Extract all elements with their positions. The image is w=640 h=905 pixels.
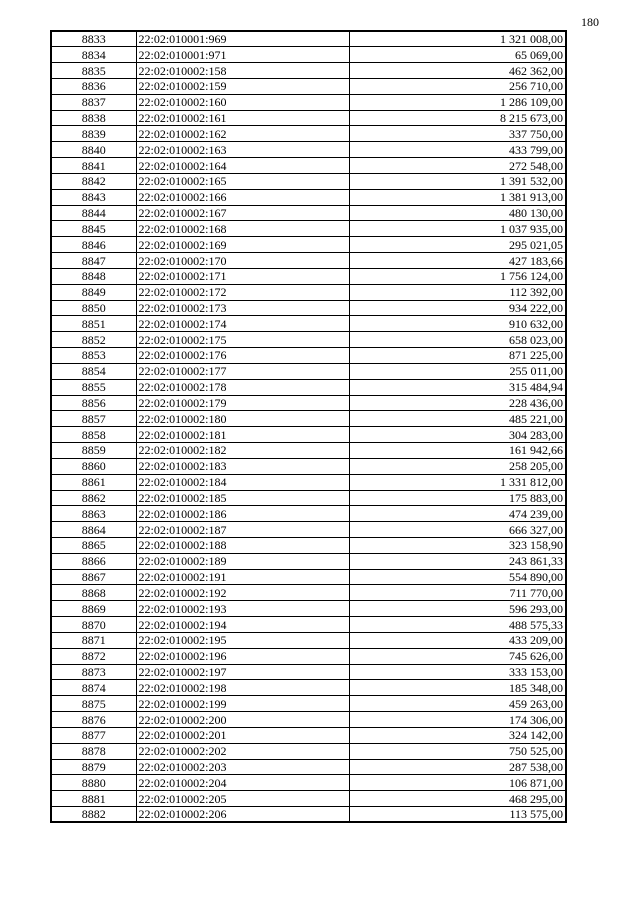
row-number-cell: 8844 bbox=[51, 205, 136, 221]
cadastral-number-cell: 22:02:010002:172 bbox=[136, 284, 349, 300]
cadastral-number-cell: 22:02:010002:180 bbox=[136, 411, 349, 427]
cadastral-number-cell: 22:02:010002:195 bbox=[136, 632, 349, 648]
cadastral-number-cell: 22:02:010002:194 bbox=[136, 617, 349, 633]
cadastral-number-cell: 22:02:010002:171 bbox=[136, 268, 349, 284]
cadastral-value-cell: 934 222,00 bbox=[349, 300, 566, 316]
table-row bbox=[51, 458, 566, 474]
row-number-cell: 8854 bbox=[51, 363, 136, 379]
cadastral-number-cell: 22:02:010002:203 bbox=[136, 759, 349, 775]
table-row bbox=[51, 395, 566, 411]
row-number-cell: 8839 bbox=[51, 126, 136, 142]
cadastral-value-cell: 1 037 935,00 bbox=[349, 221, 566, 237]
cadastral-number-cell: 22:02:010001:971 bbox=[136, 47, 349, 63]
row-number-cell: 8869 bbox=[51, 601, 136, 617]
cadastral-value-cell: 106 871,00 bbox=[349, 775, 566, 791]
row-number-cell: 8856 bbox=[51, 395, 136, 411]
row-number-cell: 8853 bbox=[51, 348, 136, 364]
row-number-cell: 8862 bbox=[51, 490, 136, 506]
cadastral-value-cell: 113 575,00 bbox=[349, 807, 566, 823]
table-row bbox=[51, 379, 566, 395]
row-number-cell: 8843 bbox=[51, 189, 136, 205]
table-row bbox=[51, 205, 566, 221]
row-number-cell: 8871 bbox=[51, 632, 136, 648]
row-number-cell: 8848 bbox=[51, 268, 136, 284]
cadastral-value-cell: 1 381 913,00 bbox=[349, 189, 566, 205]
row-number-cell: 8845 bbox=[51, 221, 136, 237]
table-row bbox=[51, 538, 566, 554]
cadastral-number-cell: 22:02:010002:174 bbox=[136, 316, 349, 332]
cadastral-value-cell: 258 205,00 bbox=[349, 458, 566, 474]
table-row bbox=[51, 617, 566, 633]
cadastral-value-cell: 324 142,00 bbox=[349, 727, 566, 743]
table-row bbox=[51, 474, 566, 490]
cadastral-value-cell: 243 861,33 bbox=[349, 553, 566, 569]
table-row bbox=[51, 300, 566, 316]
cadastral-value-cell: 1 286 109,00 bbox=[349, 94, 566, 110]
table-row bbox=[51, 569, 566, 585]
cadastral-value-cell: 174 306,00 bbox=[349, 712, 566, 728]
table-row bbox=[51, 47, 566, 63]
cadastral-value-cell: 554 890,00 bbox=[349, 569, 566, 585]
row-number-cell: 8852 bbox=[51, 332, 136, 348]
row-number-cell: 8846 bbox=[51, 237, 136, 253]
cadastral-value-cell: 1 331 812,00 bbox=[349, 474, 566, 490]
row-number-cell: 8874 bbox=[51, 680, 136, 696]
cadastral-value-cell: 459 263,00 bbox=[349, 696, 566, 712]
row-number-cell: 8870 bbox=[51, 617, 136, 633]
table-row bbox=[51, 522, 566, 538]
row-number-cell: 8833 bbox=[51, 31, 136, 47]
table-row bbox=[51, 632, 566, 648]
cadastral-number-cell: 22:02:010002:182 bbox=[136, 443, 349, 459]
cadastral-value-cell: 433 209,00 bbox=[349, 632, 566, 648]
row-number-cell: 8840 bbox=[51, 142, 136, 158]
table-row bbox=[51, 94, 566, 110]
row-number-cell: 8851 bbox=[51, 316, 136, 332]
cadastral-value-cell: 161 942,66 bbox=[349, 443, 566, 459]
cadastral-value-cell: 112 392,00 bbox=[349, 284, 566, 300]
table-row bbox=[51, 664, 566, 680]
table-row bbox=[51, 316, 566, 332]
row-number-cell: 8835 bbox=[51, 63, 136, 79]
table-row bbox=[51, 680, 566, 696]
cadastral-number-cell: 22:02:010002:175 bbox=[136, 332, 349, 348]
row-number-cell: 8868 bbox=[51, 585, 136, 601]
cadastral-value-cell: 185 348,00 bbox=[349, 680, 566, 696]
cadastral-value-cell: 1 756 124,00 bbox=[349, 268, 566, 284]
cadastral-value-cell: 871 225,00 bbox=[349, 348, 566, 364]
table-row bbox=[51, 142, 566, 158]
cadastral-number-cell: 22:02:010001:969 bbox=[136, 31, 349, 47]
row-number-cell: 8834 bbox=[51, 47, 136, 63]
cadastral-value-cell: 65 069,00 bbox=[349, 47, 566, 63]
cadastral-number-cell: 22:02:010002:167 bbox=[136, 205, 349, 221]
row-number-cell: 8858 bbox=[51, 427, 136, 443]
row-number-cell: 8875 bbox=[51, 696, 136, 712]
row-number-cell: 8860 bbox=[51, 458, 136, 474]
registry-table bbox=[50, 30, 567, 823]
cadastral-number-cell: 22:02:010002:173 bbox=[136, 300, 349, 316]
row-number-cell: 8842 bbox=[51, 173, 136, 189]
cadastral-number-cell: 22:02:010002:170 bbox=[136, 253, 349, 269]
table-row bbox=[51, 237, 566, 253]
cadastral-value-cell: 304 283,00 bbox=[349, 427, 566, 443]
cadastral-number-cell: 22:02:010002:161 bbox=[136, 110, 349, 126]
cadastral-number-cell: 22:02:010002:201 bbox=[136, 727, 349, 743]
cadastral-number-cell: 22:02:010002:162 bbox=[136, 126, 349, 142]
table-row bbox=[51, 759, 566, 775]
cadastral-number-cell: 22:02:010002:169 bbox=[136, 237, 349, 253]
row-number-cell: 8872 bbox=[51, 648, 136, 664]
cadastral-number-cell: 22:02:010002:159 bbox=[136, 78, 349, 94]
row-number-cell: 8841 bbox=[51, 158, 136, 174]
cadastral-value-cell: 488 575,33 bbox=[349, 617, 566, 633]
row-number-cell: 8873 bbox=[51, 664, 136, 680]
row-number-cell: 8876 bbox=[51, 712, 136, 728]
row-number-cell: 8859 bbox=[51, 443, 136, 459]
registry-table-body bbox=[51, 31, 566, 822]
cadastral-number-cell: 22:02:010002:158 bbox=[136, 63, 349, 79]
table-row bbox=[51, 221, 566, 237]
cadastral-number-cell: 22:02:010002:166 bbox=[136, 189, 349, 205]
cadastral-value-cell: 433 799,00 bbox=[349, 142, 566, 158]
row-number-cell: 8857 bbox=[51, 411, 136, 427]
cadastral-number-cell: 22:02:010002:200 bbox=[136, 712, 349, 728]
cadastral-value-cell: 323 158,90 bbox=[349, 538, 566, 554]
row-number-cell: 8864 bbox=[51, 522, 136, 538]
cadastral-value-cell: 256 710,00 bbox=[349, 78, 566, 94]
row-number-cell: 8861 bbox=[51, 474, 136, 490]
table-row bbox=[51, 253, 566, 269]
cadastral-value-cell: 1 391 532,00 bbox=[349, 173, 566, 189]
table-row bbox=[51, 268, 566, 284]
row-number-cell: 8881 bbox=[51, 791, 136, 807]
table-row bbox=[51, 332, 566, 348]
row-number-cell: 8836 bbox=[51, 78, 136, 94]
table-row bbox=[51, 648, 566, 664]
cadastral-number-cell: 22:02:010002:189 bbox=[136, 553, 349, 569]
row-number-cell: 8865 bbox=[51, 538, 136, 554]
table-row bbox=[51, 78, 566, 94]
table-row bbox=[51, 363, 566, 379]
cadastral-value-cell: 910 632,00 bbox=[349, 316, 566, 332]
cadastral-value-cell: 255 011,00 bbox=[349, 363, 566, 379]
cadastral-value-cell: 272 548,00 bbox=[349, 158, 566, 174]
row-number-cell: 8879 bbox=[51, 759, 136, 775]
cadastral-number-cell: 22:02:010002:185 bbox=[136, 490, 349, 506]
cadastral-value-cell: 315 484,94 bbox=[349, 379, 566, 395]
table-row bbox=[51, 411, 566, 427]
cadastral-value-cell: 287 538,00 bbox=[349, 759, 566, 775]
table-row bbox=[51, 743, 566, 759]
table-row bbox=[51, 348, 566, 364]
table-row bbox=[51, 601, 566, 617]
table-row bbox=[51, 506, 566, 522]
cadastral-number-cell: 22:02:010002:186 bbox=[136, 506, 349, 522]
table-row bbox=[51, 443, 566, 459]
cadastral-number-cell: 22:02:010002:179 bbox=[136, 395, 349, 411]
table-row bbox=[51, 63, 566, 79]
row-number-cell: 8867 bbox=[51, 569, 136, 585]
table-row bbox=[51, 775, 566, 791]
cadastral-number-cell: 22:02:010002:206 bbox=[136, 807, 349, 823]
cadastral-number-cell: 22:02:010002:202 bbox=[136, 743, 349, 759]
cadastral-number-cell: 22:02:010002:184 bbox=[136, 474, 349, 490]
row-number-cell: 8838 bbox=[51, 110, 136, 126]
cadastral-value-cell: 295 021,05 bbox=[349, 237, 566, 253]
row-number-cell: 8847 bbox=[51, 253, 136, 269]
table-row bbox=[51, 807, 566, 823]
cadastral-number-cell: 22:02:010002:205 bbox=[136, 791, 349, 807]
cadastral-number-cell: 22:02:010002:193 bbox=[136, 601, 349, 617]
table-row bbox=[51, 110, 566, 126]
cadastral-value-cell: 333 153,00 bbox=[349, 664, 566, 680]
table-row bbox=[51, 284, 566, 300]
row-number-cell: 8882 bbox=[51, 807, 136, 823]
cadastral-number-cell: 22:02:010002:183 bbox=[136, 458, 349, 474]
cadastral-number-cell: 22:02:010002:163 bbox=[136, 142, 349, 158]
cadastral-number-cell: 22:02:010002:198 bbox=[136, 680, 349, 696]
cadastral-number-cell: 22:02:010002:165 bbox=[136, 173, 349, 189]
table-row bbox=[51, 553, 566, 569]
cadastral-value-cell: 666 327,00 bbox=[349, 522, 566, 538]
cadastral-value-cell: 750 525,00 bbox=[349, 743, 566, 759]
table-row bbox=[51, 31, 566, 47]
row-number-cell: 8850 bbox=[51, 300, 136, 316]
row-number-cell: 8878 bbox=[51, 743, 136, 759]
cadastral-number-cell: 22:02:010002:181 bbox=[136, 427, 349, 443]
table-row bbox=[51, 173, 566, 189]
row-number-cell: 8880 bbox=[51, 775, 136, 791]
table-row bbox=[51, 490, 566, 506]
cadastral-value-cell: 658 023,00 bbox=[349, 332, 566, 348]
page-number: 180 bbox=[581, 15, 599, 29]
cadastral-value-cell: 8 215 673,00 bbox=[349, 110, 566, 126]
table-row bbox=[51, 791, 566, 807]
cadastral-value-cell: 175 883,00 bbox=[349, 490, 566, 506]
table-row bbox=[51, 585, 566, 601]
table-row bbox=[51, 712, 566, 728]
table-row bbox=[51, 189, 566, 205]
cadastral-number-cell: 22:02:010002:199 bbox=[136, 696, 349, 712]
row-number-cell: 8849 bbox=[51, 284, 136, 300]
cadastral-value-cell: 462 362,00 bbox=[349, 63, 566, 79]
cadastral-number-cell: 22:02:010002:164 bbox=[136, 158, 349, 174]
row-number-cell: 8863 bbox=[51, 506, 136, 522]
cadastral-number-cell: 22:02:010002:204 bbox=[136, 775, 349, 791]
cadastral-value-cell: 427 183,66 bbox=[349, 253, 566, 269]
cadastral-value-cell: 480 130,00 bbox=[349, 205, 566, 221]
cadastral-number-cell: 22:02:010002:178 bbox=[136, 379, 349, 395]
cadastral-number-cell: 22:02:010002:187 bbox=[136, 522, 349, 538]
cadastral-number-cell: 22:02:010002:188 bbox=[136, 538, 349, 554]
cadastral-value-cell: 711 770,00 bbox=[349, 585, 566, 601]
cadastral-value-cell: 1 321 008,00 bbox=[349, 31, 566, 47]
cadastral-value-cell: 228 436,00 bbox=[349, 395, 566, 411]
table-row bbox=[51, 427, 566, 443]
table-row bbox=[51, 727, 566, 743]
row-number-cell: 8877 bbox=[51, 727, 136, 743]
cadastral-number-cell: 22:02:010002:197 bbox=[136, 664, 349, 680]
cadastral-number-cell: 22:02:010002:176 bbox=[136, 348, 349, 364]
cadastral-number-cell: 22:02:010002:168 bbox=[136, 221, 349, 237]
table-row bbox=[51, 126, 566, 142]
cadastral-number-cell: 22:02:010002:177 bbox=[136, 363, 349, 379]
cadastral-number-cell: 22:02:010002:192 bbox=[136, 585, 349, 601]
table-row bbox=[51, 696, 566, 712]
cadastral-number-cell: 22:02:010002:160 bbox=[136, 94, 349, 110]
row-number-cell: 8837 bbox=[51, 94, 136, 110]
row-number-cell: 8866 bbox=[51, 553, 136, 569]
cadastral-value-cell: 474 239,00 bbox=[349, 506, 566, 522]
cadastral-number-cell: 22:02:010002:191 bbox=[136, 569, 349, 585]
cadastral-value-cell: 745 626,00 bbox=[349, 648, 566, 664]
row-number-cell: 8855 bbox=[51, 379, 136, 395]
cadastral-value-cell: 468 295,00 bbox=[349, 791, 566, 807]
cadastral-number-cell: 22:02:010002:196 bbox=[136, 648, 349, 664]
cadastral-value-cell: 485 221,00 bbox=[349, 411, 566, 427]
cadastral-value-cell: 596 293,00 bbox=[349, 601, 566, 617]
table-row bbox=[51, 158, 566, 174]
cadastral-value-cell: 337 750,00 bbox=[349, 126, 566, 142]
